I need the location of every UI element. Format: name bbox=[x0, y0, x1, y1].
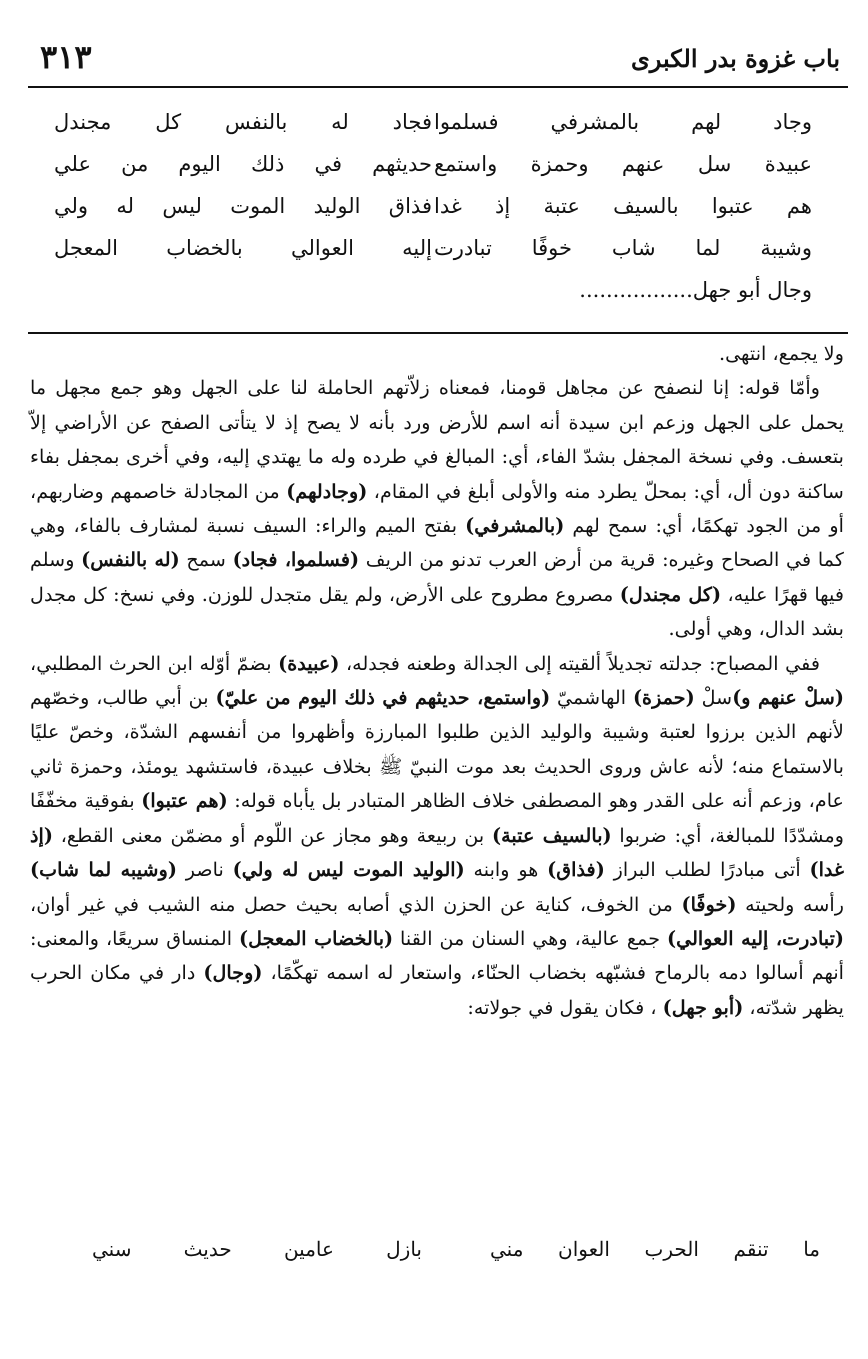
commentary-run: رأسه ولحيته bbox=[736, 892, 844, 916]
poem-block bbox=[40, 110, 828, 320]
quoted-verse-term: (سلْ عنهم و) bbox=[732, 686, 844, 710]
verse-second-hemistich: فجاد له بالنفس كل مجندل bbox=[54, 110, 432, 134]
commentary-run: بن أبي طالب، وخصّهم لأنهم الذين برزوا لعتبة وشيبة والوليد الذين طلبوا المبارزة وأظهروا من أنفسهم الشدّة، وخصّ عليًا بالاستماع منه؛ لأنه عاش وروى الحديث بعد موت النبيّ ﷺ بخلاف عبيدة، فاستشهد يومئذ، وحمزة ثاني عام، وزعم أنه على القدر وهو المصطفى خلاف الظاهر المتبادر بل يأباه قوله: bbox=[30, 686, 844, 813]
commentary-run: بفتح الميم والراء: السيف نسبة لمشارف بالفاء، وهي كما في الصحاح وغيره: قرية من أرض العرب تدنو من الريف bbox=[30, 514, 844, 572]
commentary-run: المنساق سريعًا، والمعنى: أنهم أسالوا دمه بالرماح فشبّهه بخضاب الحنّاء، واستعار له اسمه تهكّمًا، bbox=[30, 926, 844, 985]
quoted-verse-term: (بالخضاب المعجل) bbox=[239, 926, 394, 950]
poem-verse bbox=[40, 278, 828, 320]
quoted-verse-term: (وشيبه لما شاب) bbox=[30, 858, 177, 882]
quoted-verse-term: (وجال) bbox=[203, 961, 263, 985]
verse-first-hemistich: عبيدة سل عنهم وحمزة واستمع bbox=[434, 152, 812, 176]
commentary-paragraph bbox=[30, 337, 844, 371]
commentary-paragraph bbox=[30, 371, 844, 646]
quoted-verse-term: (إذ غدا) bbox=[30, 823, 844, 882]
commentary-run: ولا يجمع، انتهى. bbox=[718, 342, 844, 365]
verse-second-hemistich: إليه العوالي بالخضاب المعجل bbox=[54, 236, 432, 260]
verse-first-hemistich: وشيبة لما شاب خوفًا تبادرت bbox=[434, 236, 812, 260]
poem-verse bbox=[40, 194, 828, 236]
quoted-verse-term: (بالمشرفي) bbox=[465, 514, 565, 538]
poem-separator-rule bbox=[28, 332, 848, 334]
quoted-verse-term: (بالسيف عتبة) bbox=[492, 823, 612, 847]
commentary-run: بفوقية مخفّفًا ومشدّدًا للمبالغة، أي: ضربوا bbox=[30, 789, 845, 847]
quoted-verse-term: (واستمع، حديثهم في ذلك اليوم من عليّ) bbox=[215, 686, 551, 710]
quoted-verse-term: (أبو جهل) bbox=[662, 995, 744, 1019]
commentary-run: الهاشميّ bbox=[550, 686, 633, 710]
commentary-run: وسلم فيها قهرًا عليه، bbox=[30, 548, 844, 606]
header-rule bbox=[28, 86, 848, 88]
verse-first-hemistich: هم عتبوا بالسيف عتبة إذ غدا bbox=[434, 194, 812, 218]
commentary-run: ، فكان يقول في جولاته: bbox=[467, 995, 663, 1019]
commentary-run: هو وابنه bbox=[464, 858, 548, 882]
closing-verse-second-hemistich: بازل عامين حديث سني bbox=[92, 1237, 422, 1261]
quoted-verse-term: (فسلموا، فجاد) bbox=[232, 548, 360, 572]
quoted-verse-term: (وجادلهم) bbox=[286, 479, 368, 503]
commentary-run: ناصر bbox=[176, 858, 233, 882]
commentary-run: مصروع مطروح على الأرض، ولم يقل متجدل للوزن. وفي نسخ: كل مجدل بشد الدال، وهي أولى. bbox=[30, 582, 844, 641]
commentary-run: من المجادلة خاصمهم وضاربهم، أو من الجود تهكمًا، أي: سمح لهم bbox=[30, 479, 844, 538]
quoted-verse-term: (له بالنفس) bbox=[81, 548, 180, 572]
quoted-verse-term: (هم عتبوا) bbox=[141, 789, 228, 813]
commentary-text bbox=[30, 337, 844, 1025]
running-header bbox=[28, 38, 848, 82]
verse-second-hemistich: فذاق الوليد الموت ليس له ولي bbox=[54, 194, 432, 218]
quoted-verse-term: (عبيدة) bbox=[278, 651, 340, 675]
quoted-verse-term: (الوليد الموت ليس له ولي) bbox=[232, 858, 465, 882]
poem-verse bbox=[40, 110, 828, 152]
verse-incomplete: وجال أبو جهل................. bbox=[579, 278, 812, 302]
commentary-run: أتى مبادرًا لطلب البراز bbox=[604, 858, 810, 882]
commentary-run: من الخوف، كناية عن الحزن الذي أصابه بحيث حصل منه الشيب في غير أوان، bbox=[30, 892, 682, 916]
commentary-run: بن ربيعة وهو مجاز عن اللّوم أو مضمّن معنى القطع، bbox=[52, 823, 493, 847]
verse-first-hemistich: وجاد لهم بالمشرفي فسلموا bbox=[434, 110, 812, 134]
quoted-verse-term: (فذاق) bbox=[547, 858, 605, 882]
page-number: ٣١٣ bbox=[40, 38, 92, 76]
poem-verse bbox=[40, 152, 828, 194]
quoted-verse-term: (حمزة) bbox=[632, 686, 695, 710]
quoted-verse-term: (كل مجندل) bbox=[619, 582, 722, 606]
commentary-run: بضمّ أوّله ابن الحرث المطلبي، bbox=[30, 651, 279, 675]
quoted-verse-term: (تبادرت، إليه العوالي) bbox=[667, 926, 845, 950]
poem-verse bbox=[40, 236, 828, 278]
commentary-paragraph bbox=[30, 647, 844, 1025]
verse-second-hemistich: حديثهم في ذلك اليوم من علي bbox=[54, 152, 432, 176]
commentary-run: وأمّا قوله: إنا لنصفح عن مجاهل قومنا، فمعناه زلاّتهم الحاملة لنا على الجهل وهو جمع مجهل ما يحمل على الجهل وزعم ابن سيدة أنه اسم للأرض ورد بأنه لا يصح إذ لا يتأتى الصفح عن الأراضي إلاّ بتعسف. وفي نسخة المجفل بشدّ الفاء، أي: المبالغ في طرده وله ما يهتدي إليه، وفي أخرى بمجفل بفاء ساكنة دون أل، أي: بمحلّ يطرد منه والأولى أبلغ في المقام، bbox=[30, 376, 844, 503]
chapter-title: باب غزوة بدر الكبرى bbox=[631, 44, 840, 73]
commentary-run: سلْ bbox=[694, 686, 733, 710]
commentary-run: دار في مكان الحرب يظهر شدّته، bbox=[30, 961, 844, 1019]
commentary-run: سمح bbox=[179, 548, 233, 572]
commentary-run: جمع عالية، وهي السنان من القنا bbox=[393, 926, 668, 950]
commentary-run: ففي المصباح: جدلته تجديلاً ألقيته إلى الجدالة وطعنه فجدله، bbox=[339, 651, 820, 675]
closing-verse-first-hemistich: ما تنقم الحرب العوان مني bbox=[490, 1237, 820, 1261]
quoted-verse-term: (خوفًا) bbox=[681, 892, 737, 916]
